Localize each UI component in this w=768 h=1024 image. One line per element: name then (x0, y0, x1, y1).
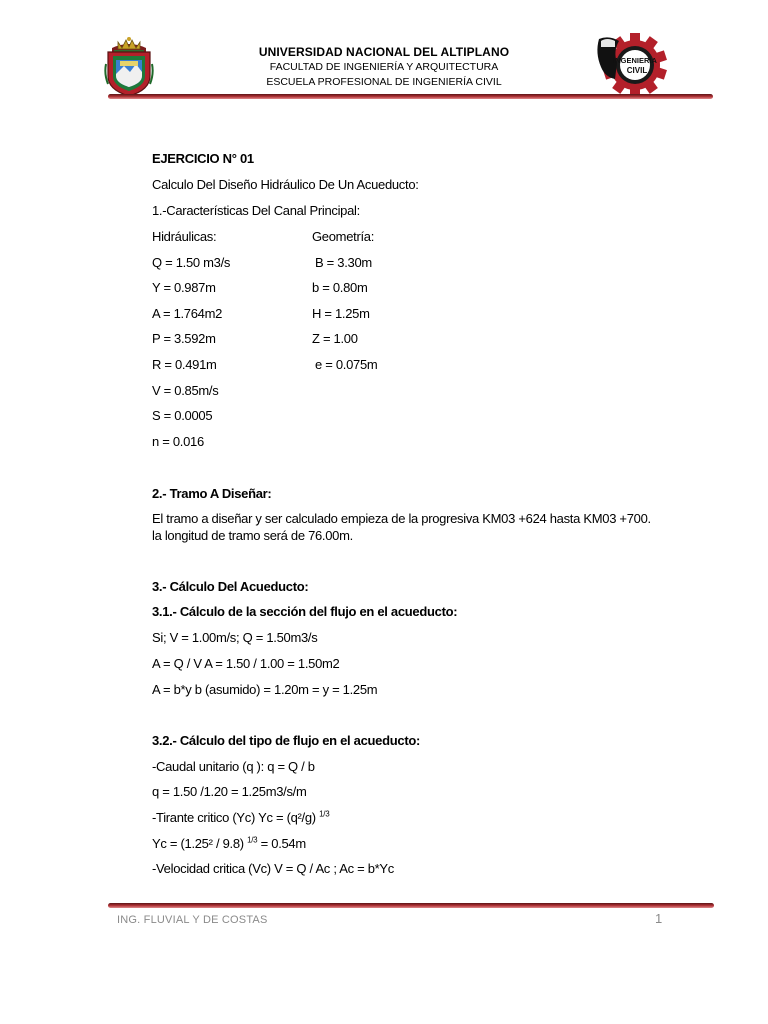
university-name: UNIVERSIDAD NACIONAL DEL ALTIPLANO (258, 45, 510, 59)
velocidad-critica: -Velocidad critica (Vc) V = Q / Ac ; Ac = b*Yc (152, 861, 394, 876)
footer-course: ING. FLUVIAL Y DE COSTAS (117, 914, 268, 926)
hydraulic-header: Hidráulicas: (152, 229, 217, 244)
page-number: 1 (655, 911, 663, 926)
hydraulic-a: A = 1.764m2 (152, 306, 223, 321)
section3-title: 3.- Cálculo Del Acueducto: (152, 579, 309, 594)
geometry-header: Geometría: (312, 229, 375, 244)
tirante-exponent: 1/3 (319, 809, 330, 819)
section2-title: 2.- Tramo A Diseñar: (152, 486, 272, 501)
exercise-title: EJERCICIO N° 01 (152, 151, 254, 166)
section2-line2: la longitud de tramo será de 76.00m. (152, 528, 353, 543)
faculty-name: FACULTAD DE INGENIERÍA Y ARQUITECTURA (269, 61, 499, 73)
section3-1-line3: A = b*y b (asumido) = 1.20m = y = 1.25m (152, 682, 378, 697)
section2-line1: El tramo a diseñar y ser calculado empieza de la progresiva KM03 +624 hasta KM03 +700. (152, 511, 651, 526)
logo-text-line2: CIVIL (626, 66, 648, 75)
section3-1-line2: A = Q / V A = 1.50 / 1.00 = 1.50m2 (152, 656, 340, 671)
yc-formula: Yc = (1.25² / 9.8) (152, 836, 244, 851)
header-divider (108, 94, 713, 99)
hydraulic-r: R = 0.491m (152, 357, 217, 372)
tirante-critico-text: -Tirante critico (Yc) Yc = (q²/g) (152, 810, 316, 825)
caudal-unitario: -Caudal unitario (q ): q = Q / b (152, 759, 315, 774)
hydraulic-p: P = 3.592m (152, 331, 216, 346)
school-name: ESCUELA PROFESIONAL DE INGENIERÍA CIVIL (266, 76, 502, 88)
hydraulic-y: Y = 0.987m (152, 280, 216, 295)
geometry-z: Z = 1.00 (312, 331, 358, 346)
hydraulic-s: S = 0.0005 (152, 408, 213, 423)
section3-1-line1: Si; V = 1.00m/s; Q = 1.50m3/s (152, 630, 318, 645)
section1-title: 1.-Características Del Canal Principal: (152, 203, 360, 218)
geometry-e: e = 0.075m (315, 357, 378, 372)
section3-2-title: 3.2.- Cálculo del tipo de flujo en el acueducto: (152, 733, 421, 748)
civil-engineering-logo (593, 33, 669, 97)
exercise-subtitle: Calculo Del Diseño Hidráulico De Un Acueducto: (152, 177, 419, 192)
section3-1-title: 3.1.- Cálculo de la sección del flujo en el acueducto: (152, 604, 458, 619)
yc-exponent: 1/3 (247, 835, 258, 845)
hydraulic-v: V = 0.85m/s (152, 383, 219, 398)
yc-result: = 0.54m (257, 836, 306, 851)
geometry-h: H = 1.25m (312, 306, 370, 321)
hydraulic-q: Q = 1.50 m3/s (152, 255, 231, 270)
geometry-B: B = 3.30m (315, 255, 372, 270)
hydraulic-n: n = 0.016 (152, 434, 204, 449)
geometry-b: b = 0.80m (312, 280, 368, 295)
footer-divider (108, 903, 714, 908)
logo-text-line1: INGENIERÍA (613, 56, 657, 65)
q-calculation: q = 1.50 /1.20 = 1.25m3/s/m (152, 784, 307, 799)
tirante-critico (152, 810, 329, 825)
yc-calculation (152, 836, 306, 851)
